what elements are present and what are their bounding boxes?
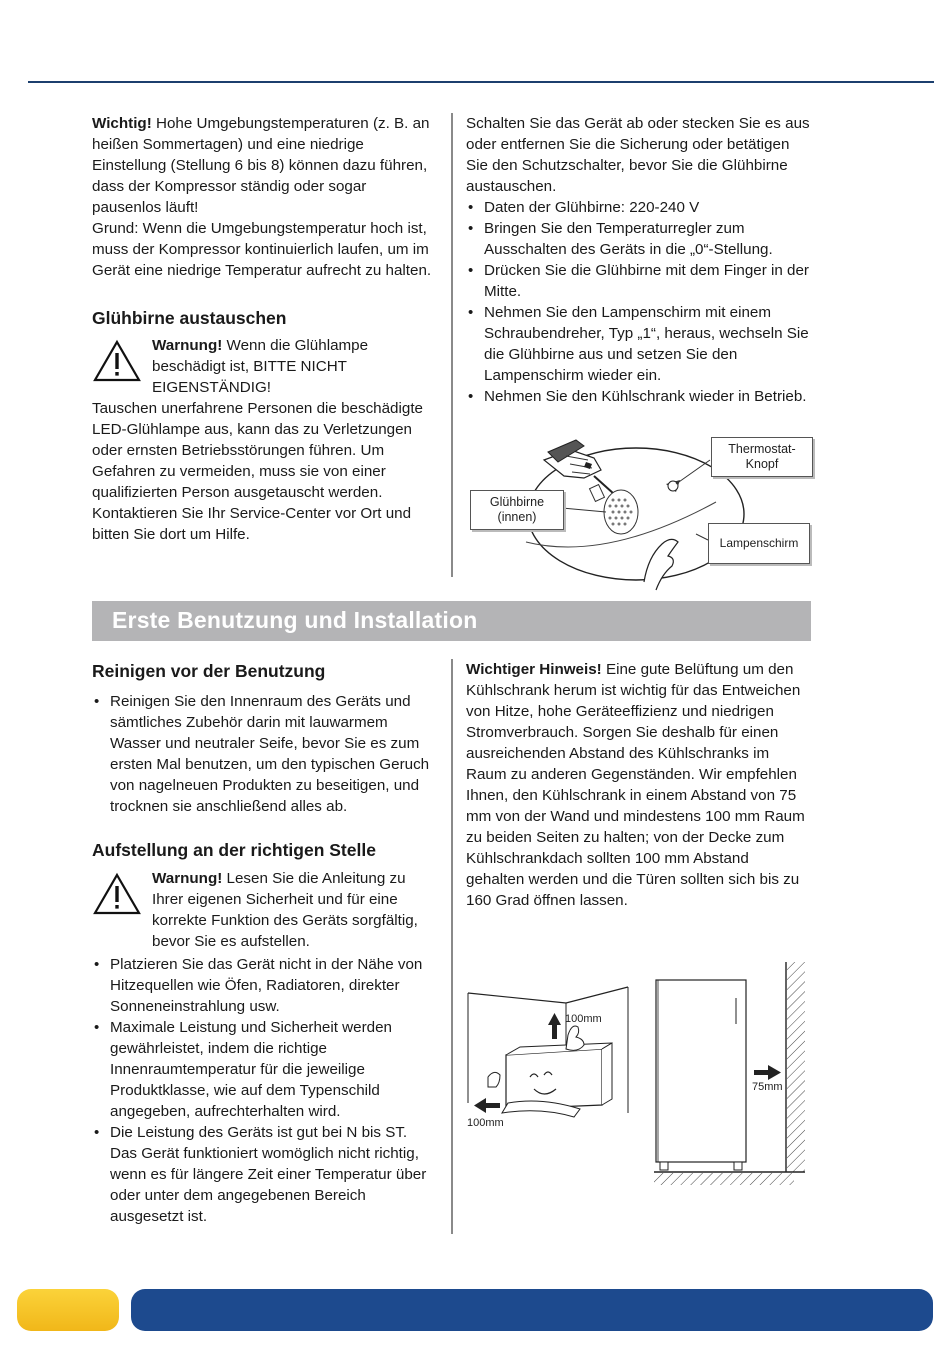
wall-icon xyxy=(786,962,805,1172)
thermostat-knob-icon xyxy=(666,480,680,492)
fridge-side-view-icon xyxy=(656,980,746,1170)
list-item: • Drücken Sie die Glühbirne mit dem Finger in der Mitte. xyxy=(466,260,814,302)
placement-heading: Aufstellung an der richtigen Stelle xyxy=(92,840,376,860)
floor-icon xyxy=(654,1172,805,1185)
column-divider-top xyxy=(451,113,453,577)
column-bottom-right xyxy=(466,659,810,911)
hint-label: Wichtiger Hinweis! xyxy=(466,661,602,678)
footer-bar xyxy=(131,1289,933,1331)
warning-text: Lesen Sie die Anleitung zu Ihrer eigenen Sicherheit und für eine korrekte Funktion des Geräts sorgfältig, bevor Sie es aufstellen. xyxy=(152,870,418,950)
top-clearance-label: 100mm xyxy=(565,1013,602,1025)
wall-clearance-label: 75mm xyxy=(752,1081,783,1093)
list-item: • Maximale Leistung und Sicherheit werden gewährleistet, indem die richtige Innenraumtemperatur für die jeweilige Produktklasse, wie auf dem Typenschild angegeben, aufrechterhalten wird. xyxy=(92,1017,438,1122)
warning-label: Warnung! xyxy=(152,870,223,887)
side-clearance-label: 100mm xyxy=(467,1117,504,1129)
section-title: Erste Benutzung und Installation xyxy=(112,607,478,633)
list-item: • Daten der Glühbirne: 220-240 V xyxy=(466,197,814,218)
warning-icon xyxy=(92,872,142,916)
cleaning-heading: Reinigen vor der Benutzung xyxy=(92,661,326,681)
section-header-bar xyxy=(92,601,811,641)
footer-page-tab xyxy=(17,1289,119,1331)
ventilation-hint xyxy=(466,659,810,911)
screwdriver-hand-icon xyxy=(544,440,614,494)
bulb-heading: Glühbirne austauschen xyxy=(92,308,287,328)
fridge-character-icon xyxy=(488,1026,612,1117)
header-rule xyxy=(28,81,934,83)
column-divider-bottom xyxy=(451,659,453,1234)
arrow-left-icon xyxy=(474,1098,500,1113)
list-item: • Nehmen Sie den Kühlschrank wieder in Betrieb. xyxy=(466,386,814,407)
lampshade-callout: Lampenschirm xyxy=(708,523,810,564)
cleaning-list xyxy=(92,691,438,817)
warning-icon xyxy=(92,339,142,383)
hand-icon xyxy=(644,539,678,590)
bulb-warning xyxy=(92,335,438,398)
column-top-left xyxy=(92,113,438,545)
thermostat-callout: Thermostat-Knopf xyxy=(711,437,813,477)
important-text: Hohe Umgebungstemperaturen (z. B. an heißen Sommertagen) und eine niedrige Einstellung (Stellung 6 bis 8) können dazu führen, dass der Kompressor ständig oder sogar pausenlos läuft! xyxy=(92,115,430,216)
bulb-callout: Glühbirne (innen) xyxy=(470,490,564,530)
important-note xyxy=(92,113,438,218)
important-label: Wichtig! xyxy=(92,115,152,132)
placement-warning xyxy=(92,868,438,952)
warning-text: Wenn die Glühlampe beschädigt ist, BITTE NICHT EIGENSTÄNDIG! xyxy=(152,337,369,396)
list-item: • Nehmen Sie den Lampenschirm mit einem Schraubendreher, Typ „1“, heraus, wechseln Sie die Glühbirne aus und setzen Sie den Lampenschirm wieder ein. xyxy=(466,302,814,386)
hint-text: Eine gute Belüftung um den Kühlschrank herum ist wichtig für das Entweichen von Hitze, hohe Geräteeffizienz und niedrigen Stromverbrauch. Sorgen Sie deshalb für einen ausreichenden Abstand des Kühlschranks im Raum zu anderen Gegenständen. Wir empfehlen Ihnen, den Kühlschrank in einem Abstand von 75 mm von der Wand und mindestens 100 mm Raum zu beiden Seiten zu halten; von der Decke zum Kühlschrankdach sollten 100 mm Abstand gehalten werden und die Türen sollten sich bis zu 160 Grad öffnen lassen. xyxy=(466,661,805,909)
reason-text: Grund: Wenn die Umgebungstemperatur hoch ist, muss der Kompressor kontinuierlich laufen, um im Gerät eine niedrige Temperatur aufrecht zu halten. xyxy=(92,220,432,279)
list-item: • Reinigen Sie den Innenraum des Geräts und sämtliches Zubehör darin mit lauwarmem Wasser und neutraler Seife, bevor Sie es zum ersten Mal benutzen, um den typischen Geruch von nagelneuen Produkten zu beseitigen, und trocknen sie anschließend alles ab. xyxy=(92,691,438,817)
clearance-illustration xyxy=(462,985,642,1135)
list-item: • Platzieren Sie das Gerät nicht in der Nähe von Hitzequellen wie Öfen, Radiatoren, direkter Sonneneinstrahlung usw. xyxy=(92,954,438,1017)
list-item: • Bringen Sie den Temperaturregler zum Ausschalten des Geräts in die „0“-Stellung. xyxy=(466,218,814,260)
bulb-cover-icon xyxy=(590,485,638,534)
column-bottom-left xyxy=(92,659,438,1227)
arrow-up-icon xyxy=(548,1013,561,1039)
arrow-right-icon xyxy=(754,1065,781,1080)
placement-list xyxy=(92,954,438,1227)
column-top-right xyxy=(466,113,814,407)
list-item: • Die Leistung des Geräts ist gut bei N bis ST. Das Gerät funktioniert womöglich nicht richtig, wenn es für längere Zeit einer Temperatur über oder unter dem angegebenen Bereich ausgesetzt ist. xyxy=(92,1122,438,1227)
switch-off-intro: Schalten Sie das Gerät ab oder stecken Sie es aus oder entfernen Sie die Sicherung oder betätigen Sie den Schutzschalter, bevor Sie die Glühbirne austauschen. xyxy=(466,115,810,195)
warning-label: Warnung! xyxy=(152,337,223,354)
bulb-body-text: Tauschen unerfahrene Personen die beschädigte LED-Glühlampe aus, kann das zu Verletzungen oder ernsten Betriebsstörungen führen. Um Gefahren zu vermeiden, muss sie von einer qualifizierten Person ausgetauscht werden. Kontaktieren Sie Ihr Service-Center vor Ort und bitten Sie dort um Hilfe. xyxy=(92,400,423,543)
bulb-steps-list xyxy=(466,197,814,407)
wall-clearance-illustration xyxy=(650,958,810,1190)
